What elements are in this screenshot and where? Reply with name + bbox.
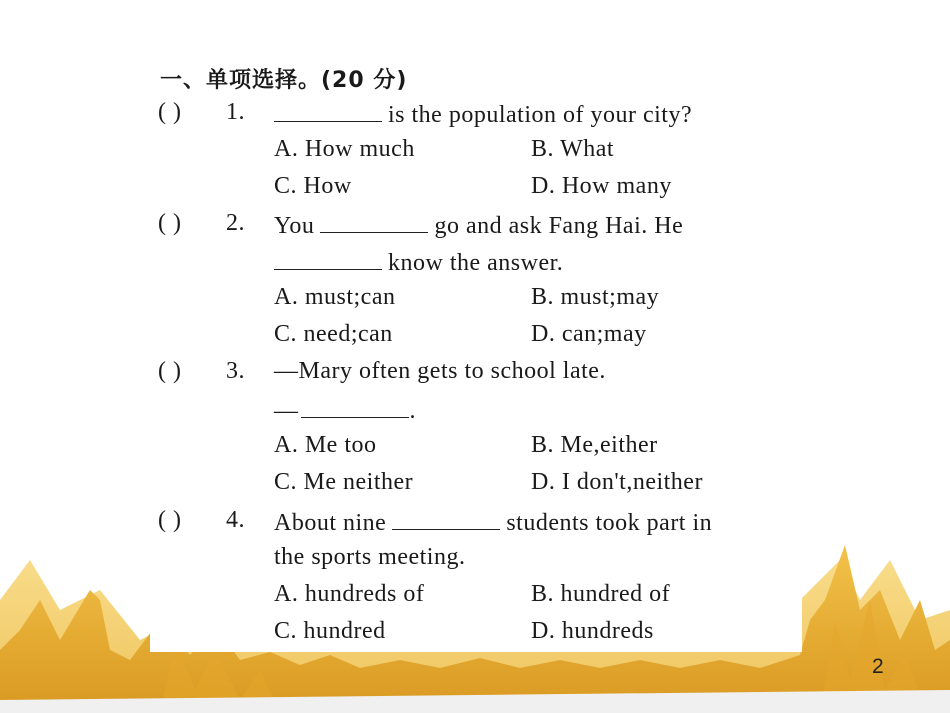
answer-blank[interactable] <box>392 507 500 530</box>
option-d[interactable]: D. I don't,neither <box>531 469 703 495</box>
option-d[interactable]: D. can;may <box>531 321 647 347</box>
stem-text-after: is the population of your city? <box>388 102 693 128</box>
option-b[interactable]: B. must;may <box>531 284 660 310</box>
continuation-text-after: . <box>409 398 416 424</box>
answer-parenthesis[interactable]: ( ) <box>158 358 182 384</box>
question-continuation <box>274 544 465 571</box>
option-d[interactable]: D. How many <box>531 173 672 199</box>
option-a[interactable]: A. Me too <box>274 432 377 458</box>
question-continuation <box>274 247 563 277</box>
option-c[interactable]: C. How <box>274 173 352 199</box>
question-continuation <box>274 395 416 425</box>
option-c[interactable]: C. Me neither <box>274 469 414 495</box>
option-a[interactable]: A. How much <box>274 136 415 162</box>
option-b[interactable]: B. hundred of <box>531 581 671 607</box>
answer-parenthesis[interactable]: ( ) <box>158 99 182 125</box>
question-number: 3. <box>226 358 245 384</box>
question-number: 2. <box>226 210 245 236</box>
question-number: 4. <box>226 507 245 533</box>
stem-text-before: About nine <box>274 510 387 536</box>
continuation-text-after: know the answer. <box>388 250 564 276</box>
option-c[interactable]: C. hundred <box>274 618 386 644</box>
option-a[interactable]: A. must;can <box>274 284 396 310</box>
stem-text-before: —Mary often gets to school late. <box>274 358 606 384</box>
answer-parenthesis[interactable]: ( ) <box>158 507 182 533</box>
stem-text-after: students took part in <box>506 510 713 536</box>
continuation-text-before: the sports meeting. <box>274 544 466 570</box>
question-stem <box>274 507 712 537</box>
page-number: 2 <box>872 655 884 678</box>
option-c[interactable]: C. need;can <box>274 321 393 347</box>
option-d[interactable]: D. hundreds <box>531 618 654 644</box>
answer-blank[interactable] <box>320 210 428 233</box>
option-b[interactable]: B. What <box>531 136 615 162</box>
answer-blank[interactable] <box>274 247 382 270</box>
stem-text-after: go and ask Fang Hai. He <box>434 213 684 239</box>
answer-blank[interactable] <box>301 395 409 418</box>
answer-blank[interactable] <box>274 99 382 122</box>
stem-text-before: You <box>274 213 315 239</box>
section-heading: 一、单项选择。(20 分) <box>160 68 408 93</box>
question-stem <box>274 358 606 385</box>
option-b[interactable]: B. Me,either <box>531 432 658 458</box>
continuation-text-before: — <box>274 398 299 424</box>
question-stem <box>274 99 692 129</box>
question-number: 1. <box>226 99 245 125</box>
option-a[interactable]: A. hundreds of <box>274 581 425 607</box>
question-stem <box>274 210 683 240</box>
worksheet-panel <box>150 55 802 652</box>
answer-parenthesis[interactable]: ( ) <box>158 210 182 236</box>
